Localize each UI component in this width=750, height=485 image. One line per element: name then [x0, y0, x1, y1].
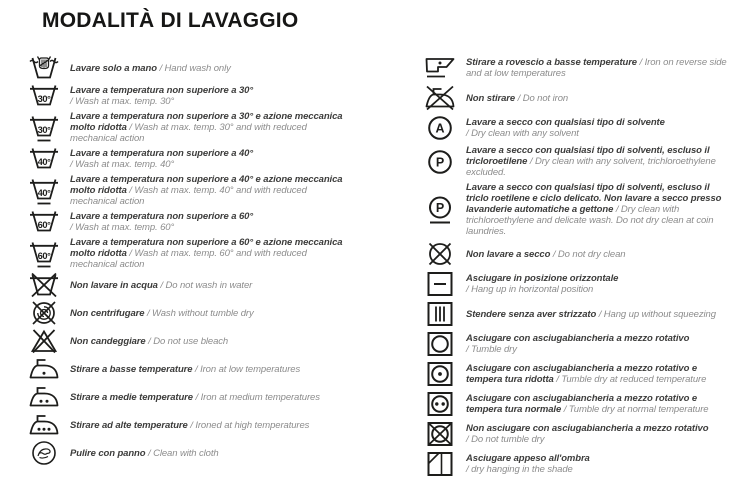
iron-medium-icon [28, 384, 60, 410]
care-symbols-table [0, 55, 750, 481]
care-row [28, 174, 424, 207]
description-italian: Non stirare [466, 92, 516, 104]
description-italian: Stirare a medie temperature [70, 391, 193, 403]
care-description [466, 117, 734, 139]
clean-with-cloth-icon [28, 440, 60, 466]
care-description [466, 145, 734, 178]
wash-60-reduced-icon [28, 240, 60, 268]
care-description [466, 182, 734, 237]
wash-30-icon [28, 83, 60, 109]
page-title: MODALITÀ DI LAVAGGIO [42, 9, 299, 32]
care-row [424, 391, 744, 417]
svg-text:60°: 60° [37, 219, 51, 230]
description-english: / Iron on reverse side and at low temperatures [466, 57, 727, 79]
svg-text:40°: 40° [37, 156, 51, 167]
tumble-dry-normal-icon [424, 391, 456, 417]
care-row [424, 331, 744, 357]
svg-text:P: P [435, 154, 445, 169]
description-italian: Stirare ad alte temperature [70, 419, 188, 431]
care-row [28, 209, 424, 235]
care-description [70, 420, 352, 431]
care-row [28, 237, 424, 270]
dry-flat-icon [424, 271, 456, 297]
care-description [70, 336, 352, 347]
description-english: / Hang up without squeezing [598, 308, 716, 320]
description-english: / Dry clean with any solvent, trichloroethylene excluded. [466, 156, 716, 178]
hand-wash-basin-icon [28, 55, 60, 81]
iron-high-icon [28, 412, 60, 438]
care-description [70, 85, 352, 107]
care-row [424, 182, 744, 237]
do-not-iron-icon [424, 85, 456, 111]
dry-clean-any-solvent-icon [424, 115, 456, 141]
do-not-bleach-icon [28, 328, 60, 354]
care-row [424, 451, 744, 477]
description-italian: Lavare a temperatura non superiore a 30° e azione meccanica molto ridotta [70, 111, 343, 133]
care-row [28, 83, 424, 109]
care-column-left [28, 55, 424, 481]
care-description [70, 364, 352, 375]
care-description [70, 111, 352, 144]
dry-clean-p-icon [424, 149, 456, 175]
description-english: / Dry clean with any solvent [466, 128, 579, 139]
description-italian: Lavare a secco con qualsiasi tipo di solvente [466, 117, 665, 128]
care-description [70, 448, 352, 459]
dry-in-shade-icon [424, 451, 456, 477]
care-column-right [424, 55, 744, 481]
svg-text:30°: 30° [37, 93, 51, 104]
description-italian: Lavare a temperatura non superiore a 60° e azione meccanica molto ridotta [70, 237, 343, 259]
description-italian: Asciugare appeso all'ombra [466, 453, 590, 464]
care-row [28, 440, 424, 466]
care-row [424, 241, 744, 267]
description-english: / Tumble dry at normal temperature [563, 404, 709, 415]
drip-dry-icon [424, 301, 456, 327]
description-italian: Lavare a temperatura non superiore a 40° e azione meccanica molto ridotta [70, 174, 343, 196]
iron-low-icon [28, 356, 60, 382]
care-description [466, 393, 734, 415]
care-description [466, 423, 734, 445]
description-english: / Iron at medium temperatures [195, 391, 320, 403]
description-english: / Wash at max. temp. 40° and with reduced mechanical action [70, 185, 307, 207]
description-italian: Stirare a basse temperature [70, 363, 193, 375]
care-description [466, 309, 734, 320]
description-italian: Asciugare con asciugabiancheria a mezzo rotativo [466, 333, 690, 344]
description-italian: Stendere senza aver strizzato [466, 308, 597, 320]
description-italian: Asciugare con asciugabiancheria a mezzo rotativo e tempera tura normale [466, 393, 697, 415]
care-row [424, 145, 744, 178]
wash-30-reduced-icon [28, 114, 60, 142]
do-not-dry-clean-icon [424, 241, 456, 267]
description-italian: Lavare a secco con qualsiasi tipo di solventi, escluso il triclo roetilene e ciclo delicato. Non lavare a secco presso lavanderie automatiche a gettone [466, 182, 722, 215]
description-english: / Wash at max. temp. 60° [70, 222, 175, 233]
care-description [70, 237, 352, 270]
svg-text:A: A [435, 121, 445, 136]
care-row [28, 356, 424, 382]
description-italian: Lavare a secco con qualsiasi tipo di solventi, escluso il tricloroetilene [466, 145, 710, 167]
care-description [70, 211, 352, 233]
care-row [28, 272, 424, 298]
description-english: / Wash at max. temp. 30° [70, 96, 175, 107]
description-italian: Lavare a temperatura non superiore a 30° [70, 85, 254, 96]
description-italian: Asciugare con asciugabiancheria a mezzo rotativo e tempera tura ridotta [466, 363, 697, 385]
care-description [70, 280, 352, 291]
description-english: / Hang up in horizontal position [466, 284, 594, 295]
wash-40-reduced-icon [28, 177, 60, 205]
description-italian: Lavare a temperatura non superiore a 40° [70, 148, 254, 159]
description-english: / Wash without tumble dry [146, 307, 254, 319]
care-row [28, 300, 424, 326]
description-italian: Non lavare in acqua [70, 279, 158, 291]
care-row [28, 146, 424, 172]
tumble-dry-icon [424, 331, 456, 357]
svg-text:P: P [435, 200, 445, 215]
description-english: / Do not use bleach [148, 335, 229, 347]
care-row [28, 328, 424, 354]
tumble-dry-reduced-icon [424, 361, 456, 387]
wash-60-icon [28, 209, 60, 235]
description-english: / Do not dry clean [552, 248, 626, 260]
description-italian: Stirare a rovescio a basse temperature [466, 57, 637, 68]
care-description [70, 308, 352, 319]
care-description [466, 333, 734, 355]
description-english: / Clean with cloth [148, 447, 219, 459]
care-row [424, 301, 744, 327]
description-italian: Lavare solo a mano [70, 62, 157, 74]
description-italian: Asciugare in posizione orizzontale [466, 273, 619, 284]
care-row [424, 271, 744, 297]
do-not-spin-icon [28, 300, 60, 326]
description-english: / Wash at max. temp. 40° [70, 159, 175, 170]
description-english: / Iron at low temperatures [195, 363, 301, 375]
description-english: / Do not tumble dry [466, 434, 545, 445]
description-italian: Lavare a temperatura non superiore a 60° [70, 211, 254, 222]
care-description [466, 363, 734, 385]
description-english: / Wash at max. temp. 30° and with reduced mechanical action [70, 122, 307, 144]
description-english: / Tumble dry [466, 344, 517, 355]
description-italian: Non centrifugare [70, 307, 145, 319]
care-row [424, 55, 744, 81]
description-english: / Wash at max. temp. 60° and with reduced mechanical action [70, 248, 307, 270]
description-english: / Tumble dry at reduced temperature [556, 374, 707, 385]
care-row [424, 421, 744, 447]
description-italian: Non asciugare con asciugabiancheria a mezzo rotativo [466, 423, 709, 434]
svg-text:40°: 40° [37, 187, 51, 198]
care-description [466, 93, 734, 104]
wash-40-icon [28, 146, 60, 172]
care-row [28, 384, 424, 410]
care-description [466, 273, 734, 295]
svg-text:60°: 60° [37, 250, 51, 261]
care-description [466, 249, 734, 260]
care-row [424, 361, 744, 387]
description-english: / dry hanging in the shade [466, 464, 573, 475]
care-description [466, 57, 734, 79]
care-description [70, 392, 352, 403]
description-english: / Do not iron [517, 92, 569, 104]
iron-reverse-low-icon [424, 55, 456, 81]
do-not-tumble-dry-icon [424, 421, 456, 447]
dry-clean-p-delicate-icon [424, 196, 456, 224]
description-italian: Pulire con panno [70, 447, 146, 459]
description-english: / Do not wash in water [160, 279, 253, 291]
care-row [28, 55, 424, 81]
description-italian: Non candeggiare [70, 335, 146, 347]
care-description [466, 453, 734, 475]
care-description [70, 148, 352, 170]
description-english: / Ironed at high temperatures [190, 419, 310, 431]
do-not-wash-icon [28, 272, 60, 298]
description-english: / Dry clean with trichloroethylene and delicate wash. Do not dry clean at coin laundries. [466, 204, 714, 237]
care-description [70, 174, 352, 207]
care-row [28, 412, 424, 438]
care-row [424, 115, 744, 141]
svg-text:30°: 30° [37, 124, 51, 135]
care-row [28, 111, 424, 144]
description-english: / Hand wash only [159, 62, 231, 74]
description-italian: Non lavare a secco [466, 248, 551, 260]
care-row [424, 85, 744, 111]
care-description [70, 63, 352, 74]
